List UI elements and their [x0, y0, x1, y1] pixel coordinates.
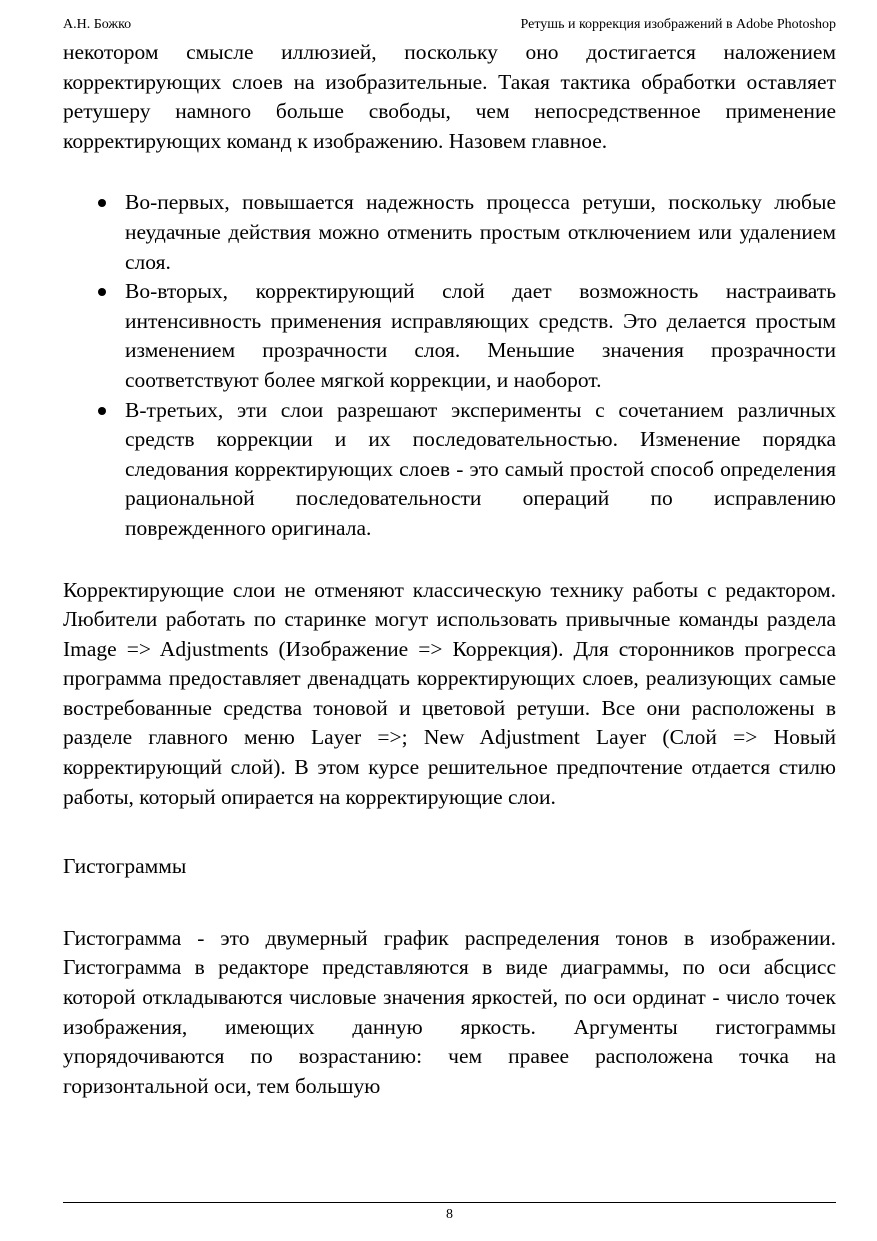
advantages-list [63, 188, 836, 543]
footer-divider [63, 1202, 836, 1203]
list-item [63, 396, 836, 544]
list-item [63, 277, 836, 395]
document-page [63, 0, 836, 1241]
header-author: А.Н. Божко [63, 17, 132, 32]
list-item [63, 188, 836, 277]
header-book-title: Ретушь и коррекция изображений в Adobe Photoshop [520, 17, 836, 32]
adjustment-layers-paragraph: Корректирующие слои не отменяют классическую технику работы с редактором. Любители работать по старинке могут использовать привычные команды раздела Image => Adjustments (Изображение => Коррекция). Для сторонников прогресса программа предоставляет двенадцать корректирующих слоев, реализующих самые востребованные средства тоновой и цветовой ретуши. Все они расположены в разделе главного меню Layer =>; New Adjustment Layer (Слой => Новый корректирующий слой). В этом курсе решительное предпочтение отдается стилю работы, который опирается на корректирующие слои. [63, 577, 836, 809]
bullet-icon [98, 288, 106, 296]
histogram-paragraph: Гистограмма - это двумерный график распределения тонов в изображении. Гистограмма в редакторе представляются в виде диаграммы, по оси абсцисс которой откладываются числовые значения яркостей, по оси ординат - число точек изображения, имеющих данную яркость. Аргументы гистограммы упорядочиваются по возрастанию: чем правее расположена точка на горизонтальной оси, тем большую [63, 925, 836, 1098]
body-text [63, 38, 836, 1101]
section-heading: Гистограммы [63, 854, 187, 879]
list-item-text: Во-первых, повышается надежность процесса ретуши, поскольку любые неудачные действия можно отменить простым отключением или удалением слоя. [125, 190, 836, 274]
bullet-icon [98, 199, 106, 207]
page-number: 8 [446, 1207, 453, 1222]
bullet-icon [98, 407, 106, 415]
intro-paragraph: некотором смысле иллюзией, поскольку оно достигается наложением корректирующих слоев на изобразительные. Такая тактика обработки оставляет ретушеру намного больше свободы, чем непосредственное применение корректирующих команд к изображению. Назовем главное. [63, 40, 836, 153]
list-item-text: Во-вторых, корректирующий слой дает возможность настраивать интенсивность применения исправляющих средств. Это делается простым изменением прозрачности слоя. Меньшие значения прозрачности соответствуют более мягкой коррекции, и наоборот. [125, 279, 836, 392]
list-item-text: В-третьих, эти слои разрешают эксперименты с сочетанием различных средств коррекции и их последовательностью. Изменение порядка следования корректирующих слоев - это самый простой способ определения рациональной последовательности операций по исправлению поврежденного оригинала. [125, 397, 836, 540]
